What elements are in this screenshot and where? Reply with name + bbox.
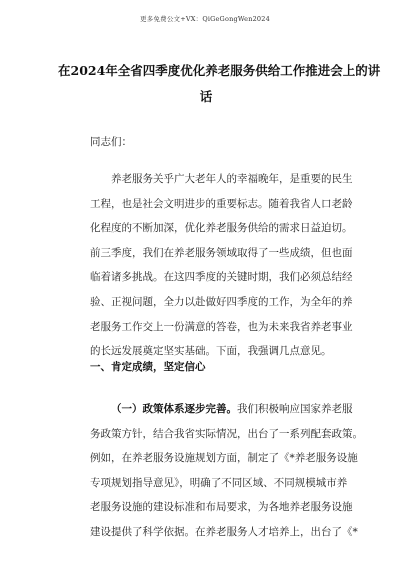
paragraph-line: 养老服务关乎广大老年人的幸福晚年，是重要的民生 (111, 173, 353, 185)
paragraph-line: 例如，在养老服务设施规划方面，制定了《*养老服务设施 (90, 452, 358, 465)
paragraph-first-line (90, 397, 353, 422)
document-title (58, 58, 381, 110)
paragraph-line: 工程，也是社会文明进步的重要标志。随着我省人口老龄 (90, 197, 353, 210)
subsection-label: （一）政策体系逐步完善。 (111, 403, 237, 415)
header-note: 更多免费公文+VX：QiGeGongWen2024 (140, 15, 270, 23)
paragraph-line: 化程度的不断加深，优化养老服务供给的需求日益迫切。 (90, 222, 353, 235)
salutation: 同志们： (90, 136, 132, 148)
title-line-2: 话 (199, 89, 213, 104)
paragraph-intro (90, 167, 353, 364)
paragraph-line-rest: 我们积极响应国家养老服 (237, 403, 353, 415)
section-heading-1: 一、肯定成绩，坚定信心 (90, 361, 206, 373)
paragraph-line: 临着诸多挑战。在这四季度的关键时期，我们必须总结经 (90, 271, 353, 284)
paragraph-line: 的长远发展奠定坚实基础。下面，我强调几点意见。 (90, 345, 332, 358)
paragraph-line: 专项规划指导意见》，明确了不同区域、不同规模城市养 (90, 476, 348, 489)
paragraph-policy (90, 397, 363, 545)
paragraph-line: 建设提供了科学依据。在养老服务人才培养上，出台了《* (90, 525, 358, 538)
paragraph-line: 老服务工作交上一份满意的答卷，也为未来我省养老事业 (90, 320, 353, 333)
paragraph-line: 老服务设施的建设标准和布局要求，为各地养老服务设施 (90, 501, 353, 514)
title-line-1: 在2024年全省四季度优化养老服务供给工作推进会上的讲 (58, 63, 381, 78)
paragraph-line: 前三季度，我们在养老服务领域取得了一些成绩，但也面 (90, 246, 353, 259)
paragraph-line: 务政策方针，结合我省实际情况，出台了一系列配套政策。 (90, 427, 363, 440)
paragraph-line: 验、正视问题，全力以赴做好四季度的工作，为全年的养 (90, 295, 353, 308)
